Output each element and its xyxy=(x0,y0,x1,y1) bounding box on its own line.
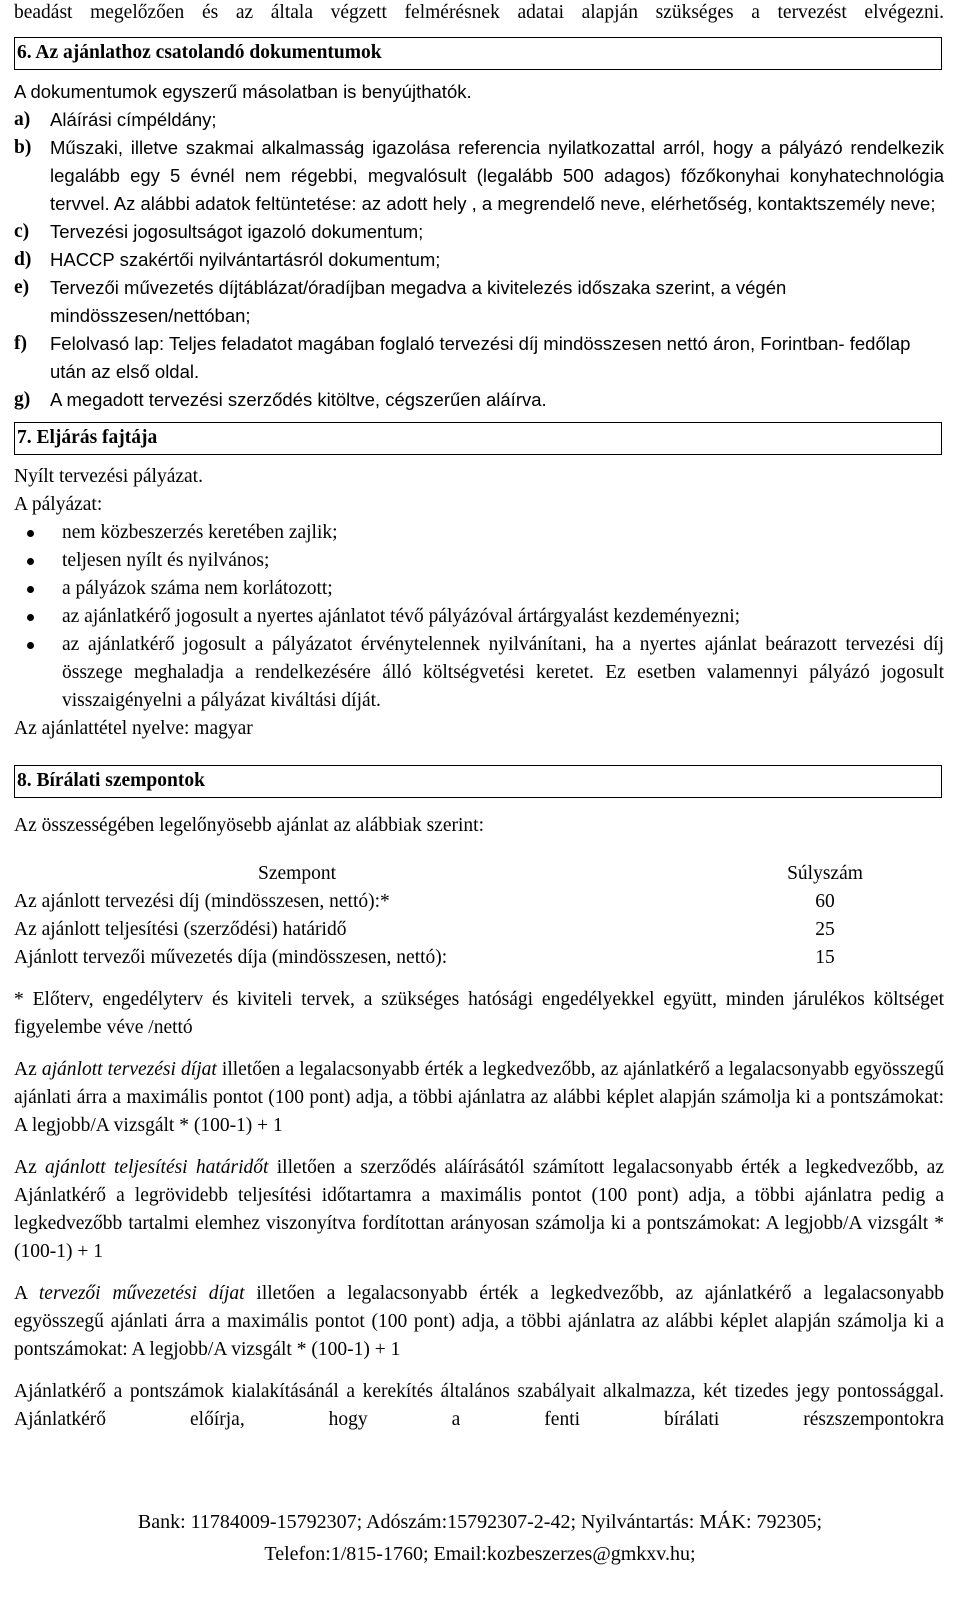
tender-label: A pályázat: xyxy=(14,494,103,515)
intro-text xyxy=(14,0,944,27)
item-label: f) xyxy=(14,333,27,354)
bullet-icon xyxy=(14,603,62,631)
list-item xyxy=(14,274,944,330)
para-emphasis: ajánlott teljesítési határidőt xyxy=(45,1157,269,1178)
bullet-item xyxy=(14,603,944,631)
header-criterion: Szempont xyxy=(258,863,336,884)
item-text: Felolvasó lap: Teljes feladatot magában foglaló tervezési díj mindösszesen nettó áron, Forintban- fedőlap után az első oldal. xyxy=(50,333,911,382)
language-line: Az ajánlattétel nyelve: magyar xyxy=(14,718,253,739)
criterion-cell: Ajánlott tervezői művezetés díja (mindösszesen, nettó): xyxy=(14,947,448,968)
section-8-heading xyxy=(14,765,942,798)
tender-bullets xyxy=(14,519,944,715)
item-text: A megadott tervezési szerződés kitöltve, cégszerűen aláírva. xyxy=(50,389,547,410)
para-prefix: A xyxy=(14,1283,39,1304)
list-item xyxy=(14,386,944,414)
table-row xyxy=(14,888,880,916)
bullet-text: az ajánlatkérő jogosult a nyertes ajánlatot tévő pályázóval ártárgyalást kezdeményezni; xyxy=(62,606,741,627)
item-text: Tervezési jogosultságot igazoló dokumentum; xyxy=(50,221,424,242)
bullet-item xyxy=(14,575,944,603)
bullet-item xyxy=(14,631,944,715)
bullet-icon xyxy=(14,519,62,547)
item-text: Műszaki, illetve szakmai alkalmasság igazolása referencia nyilatkozattal arról, hogy a pályázó rendelkezik legalább egy 5 évnél nem régebbi, megvalósult (legalább 500 adagos) főzőkonyhai konyhatechnológia tervvel. Az alábbi adatok feltüntetése: az adott hely , a megrendelő neve, elérhetőség, kontaktszemély neve; xyxy=(50,137,944,214)
item-text: Tervezői művezetés díjtáblázat/óradíjban megadva a kivitelezés időszaka szerint, a végén mindösszesen/nettóban; xyxy=(50,277,787,326)
para-prefix: Az xyxy=(14,1157,46,1178)
para-emphasis: ajánlott tervezési díjat xyxy=(41,1059,217,1080)
para-body: illetően a legalacsonyabb érték a legkedvezőbb, az ajánlatkérő a legalacsonyabb egyösszegű ajánlati árra a maximális pontot (100 pont) adja, a többi ajánlatra az alábbi képlet alapján számolja ki a pontszámokat: A legjobb/A vizsgált * (100-1) + 1 xyxy=(14,1283,945,1360)
section-6-title: 6. Az ajánlathoz csatolandó dokumentumok xyxy=(17,42,382,63)
bullet-item xyxy=(14,547,944,575)
item-label: a) xyxy=(14,109,31,130)
para-body: illetően a szerződés aláírásától számított legalacsonyabb érték a legkedvezőbb, az Ajánlatkérő a legrövidebb teljesítési időtartamra a maximális pontot (100 pont) adja, a többi ajánlatra pedig a legkedvezőbb tartalmi elemhez viszonyítva fordítottan arányosan számolja ki a pontszámokat: A legjobb/A vizsgált * (100-1) + 1 xyxy=(14,1157,944,1262)
table-row xyxy=(14,916,880,944)
list-item xyxy=(14,106,944,134)
para-emphasis: tervezői művezetési díjat xyxy=(38,1283,245,1304)
para-body: illetően a legalacsonyabb érték a legkedvezőbb, az ajánlatkérő a legalacsonyabb egyösszegű ajánlati árra a maximális pontot (100 pont) adja, a többi ajánlatra az alábbi képlet alapján számolja ki a pontszámokat: A legjobb/A vizsgált * (100-1) + 1 xyxy=(14,1059,944,1136)
item-label: e) xyxy=(14,277,30,298)
paragraph-deadline xyxy=(14,1154,944,1266)
list-item xyxy=(14,246,944,274)
bullet-icon xyxy=(14,575,62,603)
weight-cell: 60 xyxy=(815,891,835,912)
item-text: Aláírási címpéldány; xyxy=(50,109,217,130)
footnote: * Előterv, engedélyterv és kiviteli tervek, a szükséges hatósági engedélyekkel együtt, minden járulékos költséget figyelembe véve /nettó xyxy=(14,989,944,1038)
procedure-type: Nyílt tervezési pályázat. xyxy=(14,466,203,487)
section-8-title: 8. Bírálati szempontok xyxy=(17,770,205,791)
section-6-intro: A dokumentumok egyszerű másolatban is benyújthatók. xyxy=(14,81,472,102)
bullet-text: az ajánlatkérő jogosult a pályázatot érvénytelennek nyilvánítani, ha a nyertes ajánlat beárazott tervezési díj összege meghaladja a rendelkezésére álló költségvetési keretet. Ez esetben valamennyi pályázó jogosult visszaigényelni a pályázat kiváltási díját. xyxy=(62,634,944,711)
item-text: HACCP szakértői nyilvántartásról dokumentum; xyxy=(50,249,441,270)
bullet-icon xyxy=(14,631,62,715)
item-label: c) xyxy=(14,221,30,242)
document-page xyxy=(14,0,944,1434)
bullet-text: a pályázok száma nem korlátozott; xyxy=(62,578,333,599)
bullet-text: nem közbeszerzés keretében zajlik; xyxy=(62,522,338,543)
intro-line: beadást megelőzően és az általa végzett felmérésnek adatai alapján szükséges a tervezést elvégezni. xyxy=(14,2,944,23)
item-label: b) xyxy=(14,137,32,158)
criterion-cell: Az ajánlott teljesítési (szerződési) határidő xyxy=(14,919,347,940)
header-weight: Súlyszám xyxy=(787,863,863,884)
paragraph-supervision xyxy=(14,1280,944,1364)
bullet-text: teljesen nyílt és nyilvános; xyxy=(62,550,270,571)
section-7-title: 7. Eljárás fajtája xyxy=(17,427,158,448)
item-label: g) xyxy=(14,389,31,410)
bullet-item xyxy=(14,519,944,547)
list-item xyxy=(14,134,944,218)
list-item xyxy=(14,330,944,386)
criteria-table xyxy=(14,860,880,972)
item-label: d) xyxy=(14,249,32,270)
table-header-row xyxy=(14,860,880,888)
para-prefix: Az xyxy=(14,1059,42,1080)
paragraph-rounding: Ajánlatkérő a pontszámok kialakításánál a kerekítés általános szabályait alkalmazza, két tizedes jegy pontossággal. Ajánlatkérő előírja, hogy a fenti bírálati részszempontokra xyxy=(14,1381,944,1430)
footer-contact-line: Telefon:1/815-1760; Email:kozbeszerzes@gmkxv.hu; xyxy=(264,1543,696,1565)
criterion-cell: Az ajánlott tervezési díj (mindösszesen, nettó):* xyxy=(14,891,390,912)
table-row xyxy=(14,944,880,972)
documents-list xyxy=(14,106,944,414)
weight-cell: 25 xyxy=(815,919,835,940)
paragraph-fee xyxy=(14,1056,944,1140)
section-7-heading xyxy=(14,422,942,455)
list-item xyxy=(14,218,944,246)
bullet-icon xyxy=(14,547,62,575)
section-6-heading xyxy=(14,37,942,70)
evaluation-intro: Az összességében legelőnyösebb ajánlat az alábbiak szerint: xyxy=(14,815,484,836)
footer-bank-line: Bank: 11784009-15792307; Adószám:15792307-2-42; Nyilvántartás: MÁK: 792305; xyxy=(137,1511,823,1533)
weight-cell: 15 xyxy=(815,947,835,968)
